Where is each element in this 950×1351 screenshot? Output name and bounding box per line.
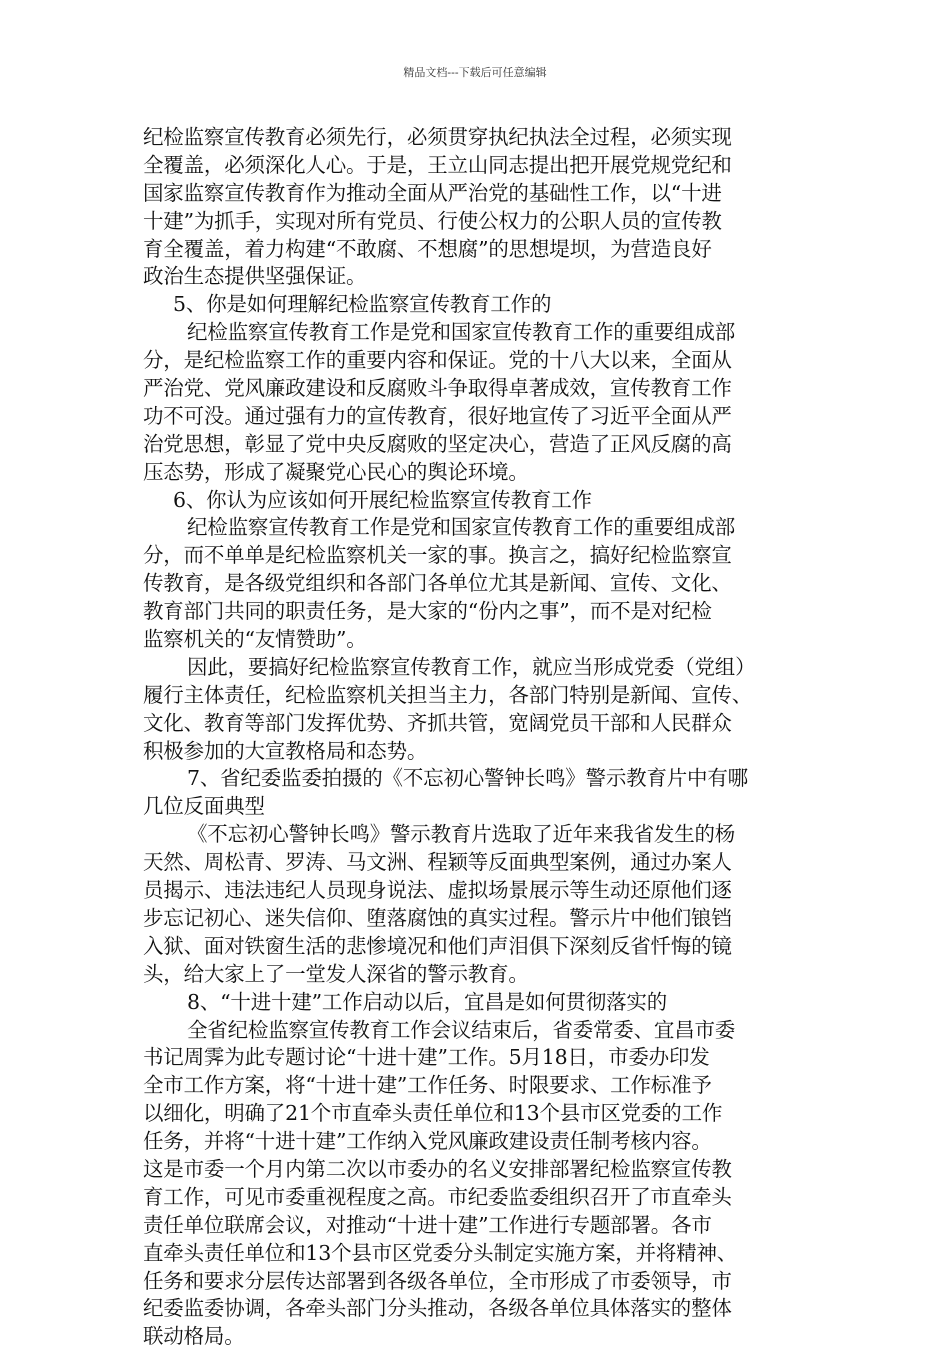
text-line: 天然、周松青、罗涛、马文洲、程颖等反面典型案例，通过办案人 [143, 850, 732, 875]
question-heading: 几位反面典型 [143, 794, 265, 819]
text-line: 全覆盖，必须深化人心。于是，王立山同志提出把开展党规党纪和 [143, 152, 732, 177]
text-line: 以细化，明确了21个市直牵头责任单位和13个县市区党委的工作 [143, 1101, 723, 1126]
text-line: 任务和要求分层传达部署到各级各单位，全市形成了市委领导，市 [143, 1268, 732, 1293]
text-line: 头，给大家上了一堂发人深省的警示教育。 [143, 961, 529, 986]
text-line: 书记周霁为此专题讨论“十进十建”工作。5月18日，市委办印发 [143, 1045, 710, 1070]
question-heading: 6、你认为应该如何开展纪检监察宣传教育工作 [173, 487, 592, 512]
text-line: 步忘记初心、迷失信仰、堕落腐蚀的真实过程。警示片中他们锒铛 [143, 905, 732, 930]
text-line: 育工作，可见市委重视程度之高。市纪委监委组织召开了市直牵头 [143, 1184, 732, 1209]
text-line: 纪检监察宣传教育工作是党和国家宣传教育工作的重要组成部 [187, 320, 736, 345]
text-line: 国家监察宣传教育作为推动全面从严治党的基础性工作，以“十进 [143, 180, 722, 205]
text-line: 严治党、党风廉政建设和反腐败斗争取得卓著成效，宣传教育工作 [143, 376, 732, 401]
text-line: 入狱、面对铁窗生活的悲惨境况和他们声泪俱下深刻反省忏悔的镜 [143, 933, 732, 958]
text-line: 全市工作方案，将“十进十建”工作任务、时限要求、工作标准予 [143, 1073, 712, 1098]
text-line: 传教育，是各级党组织和各部门各单位尤其是新闻、宣传、文化、 [143, 571, 732, 596]
text-line: 任务，并将“十进十建”工作纳入党风廉政建设责任制考核内容。 [143, 1129, 712, 1154]
text-line: 分，而不单单是纪检监察机关一家的事。换言之，搞好纪检监察宣 [143, 543, 732, 568]
text-line: 员揭示、违法违纪人员现身说法、虚拟场景展示等生动还原他们逐 [143, 878, 732, 903]
text-line: 育全覆盖，着力构建“不敢腐、不想腐”的思想堤坝，为营造良好 [143, 236, 712, 261]
text-line: 政治生态提供坚强保证。 [143, 264, 367, 289]
text-line: 分，是纪检监察工作的重要内容和保证。党的十八大以来，全面从 [143, 348, 732, 373]
question-heading: 5、你是如何理解纪检监察宣传教育工作的 [173, 292, 552, 317]
text-line: 履行主体责任，纪检监察机关担当主力，各部门特别是新闻、宣传、 [143, 682, 752, 707]
text-line: 纪委监委协调，各牵头部门分头推动，各级各单位具体落实的整体 [143, 1296, 732, 1321]
text-line: 全省纪检监察宣传教育工作会议结束后，省委常委、宜昌市委 [187, 1017, 736, 1042]
text-line: 责任单位联席会议，对推动“十进十建”工作进行专题部署。各市 [143, 1212, 712, 1237]
question-heading: 7、省纪委监委拍摄的《不忘初心警钟长鸣》警示教育片中有哪 [187, 766, 748, 791]
text-line: 监察机关的“友情赞助”。 [143, 627, 367, 652]
text-line: 纪检监察宣传教育工作是党和国家宣传教育工作的重要组成部 [187, 515, 736, 540]
text-line: 联动格局。 [143, 1324, 245, 1349]
page-header: 精品文档---下载后可任意编辑 [403, 66, 547, 79]
text-line: 治党思想，彰显了党中央反腐败的坚定决心，营造了正风反腐的高 [143, 431, 732, 456]
text-line: 教育部门共同的职责任务，是大家的“份内之事”，而不是对纪检 [143, 599, 712, 624]
document-body [143, 124, 823, 1351]
text-line: 直牵头责任单位和13个县市区党委分头制定实施方案，并将精神、 [143, 1240, 738, 1265]
text-line: 因此，要搞好纪检监察宣传教育工作，就应当形成党委（党组） [187, 654, 756, 679]
text-line: 十建”为抓手，实现对所有党员、行使公权力的公职人员的宣传教 [143, 208, 722, 233]
text-line: 压态势，形成了凝聚党心民心的舆论环境。 [143, 459, 529, 484]
text-line: 文化、教育等部门发挥优势、齐抓共管，宽阔党员干部和人民群众 [143, 710, 732, 735]
text-line: 《不忘初心警钟长鸣》警示教育片选取了近年来我省发生的杨 [187, 822, 736, 847]
text-line: 这是市委一个月内第二次以市委办的名义安排部署纪检监察宣传教 [143, 1156, 732, 1181]
text-line: 纪检监察宣传教育必须先行，必须贯穿执纪执法全过程，必须实现 [143, 125, 732, 149]
text-line: 积极参加的大宣教格局和态势。 [143, 738, 428, 763]
text-line: 功不可没。通过强有力的宣传教育，很好地宣传了习近平全面从严 [143, 403, 732, 428]
question-heading: 8、“十进十建”工作启动以后，宜昌是如何贯彻落实的 [187, 989, 668, 1014]
